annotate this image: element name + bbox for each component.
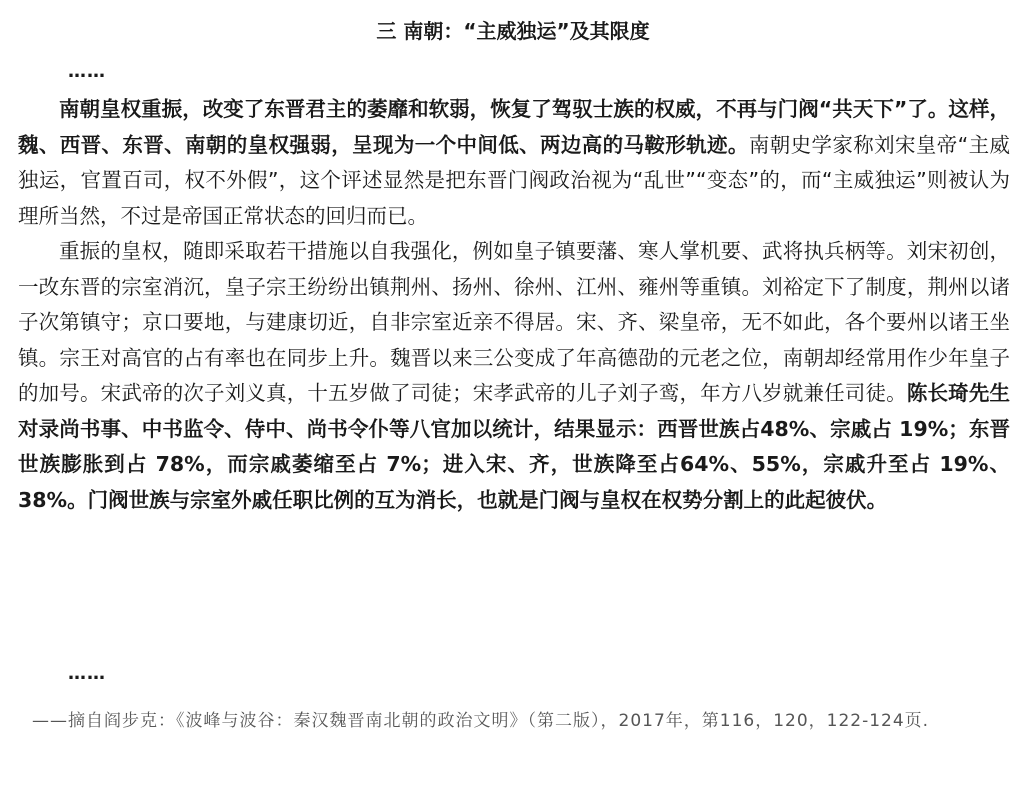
- paragraph-1-bold: 南朝皇权重振，改变了东晋君主的萎靡和软弱，恢复了驾驭士族的权威，不再与门阀“共天下”了。这样，魏、西晋、东晋、南朝的皇权强弱，呈现为一个中间低、两边高的马鞍形轨迹。: [18, 97, 1010, 157]
- source-citation: ——摘自阎步克：《波峰与波谷：秦汉魏晋南北朝的政治文明》（第二版），2017年，第116，120，122-124页.: [32, 711, 930, 731]
- omission-mark-bottom: ……: [68, 663, 106, 684]
- body-text: [18, 92, 1010, 518]
- paragraph-2-bold: 陈长琦先生对录尚书事、中书监令、侍中、尚书令仆等八官加以统计，结果显示：西晋世族占48%、宗戚占 19%；东晋世族膨胀到占 78%，而宗戚萎缩至占 7%；进入宋、齐，世族降至占64%、55%，宗戚升至占 19%、38%。门阀世族与宗室外戚任职比例的互为消长，也就是门阀与皇权在权势分割上的此起彼伏。: [18, 381, 1011, 512]
- paragraph-1: [18, 92, 1010, 234]
- paragraph-2: [18, 234, 1010, 518]
- section-title: 三 南朝：“主威独运”及其限度: [376, 19, 650, 43]
- paragraph-1-normal: 南朝史学家称刘宋皇帝“主威独运，官置百司，权不外假”，这个评述显然是把东晋门阀政治视为“乱世”“变态”的，而“主威独运”则被认为理所当然，不过是帝国正常状态的回归而已。: [18, 132, 1010, 228]
- omission-mark-top: ……: [68, 61, 106, 82]
- paragraph-2-normal: 重振的皇权，随即采取若干措施以自我强化，例如皇子镇要藩、寒人掌机要、武将执兵柄等。刘宋初创，一改东晋的宗室消沉，皇子宗王纷纷出镇荆州、扬州、徐州、江州、雍州等重镇。刘裕定下了制度，荆州以诸子次第镇守；京口要地，与建康切近，自非宗室近亲不得居。宋、齐、梁皇帝，无不如此，各个要州以诸王坐镇。宗王对高官的占有率也在同步上升。魏晋以来三公变成了年高德劭的元老之位，南朝却经常用作少年皇子的加号。宋武帝的次子刘义真，十五岁做了司徒；宋孝武帝的儿子刘子鸾，年方八岁就兼任司徒。: [18, 239, 1010, 405]
